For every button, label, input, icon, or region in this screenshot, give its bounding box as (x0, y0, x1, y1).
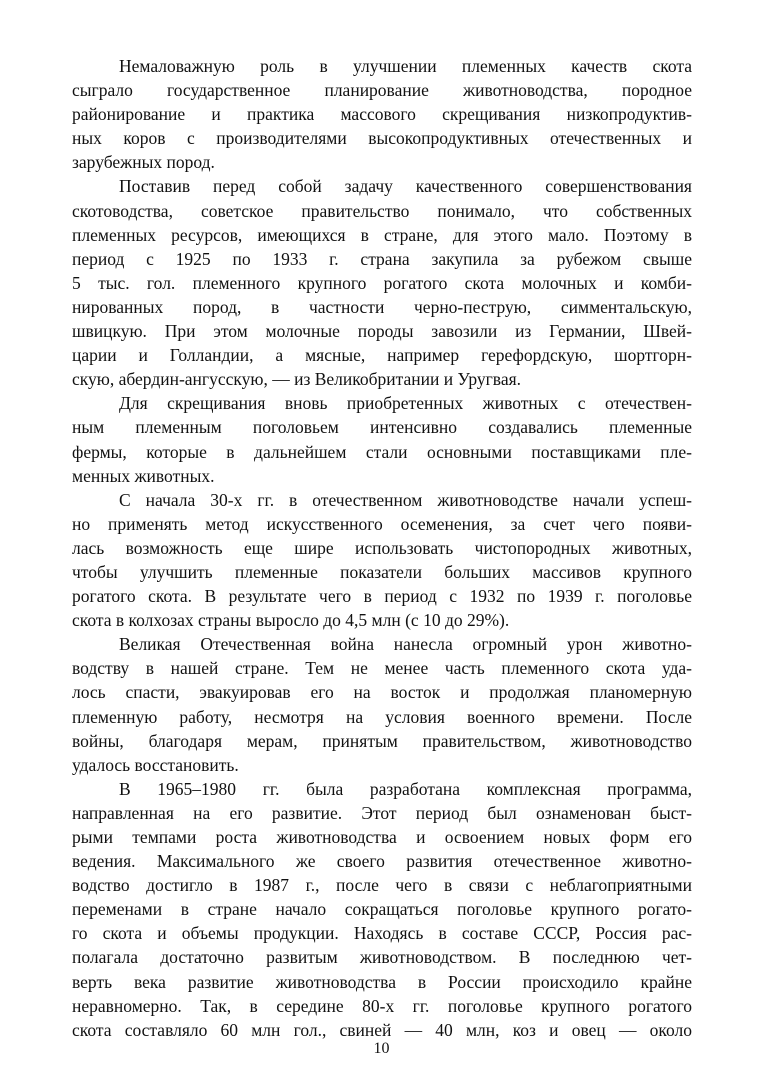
text-line: удалось восстановить. (72, 754, 239, 775)
text-line: Поставив перед собой задачу качественного совершенствования (119, 176, 692, 197)
text-line: полагала достаточно развитым животноводством. В последнюю чет- (72, 947, 692, 968)
text-line: скотоводства, советское правительство понимало, что собственных (72, 200, 692, 221)
text-line: направленная на его развитие. Этот период был ознаменован быст- (72, 802, 692, 823)
paragraph (72, 391, 692, 487)
text-line: водству в нашей стране. Тем не менее часть племенного скота уда- (72, 658, 692, 679)
text-line: фермы, которые в дальнейшем стали основными поставщиками пле- (72, 441, 692, 462)
text-line: неравномерно. Так, в середине 80-х гг. поголовье крупного рогатого (72, 995, 692, 1016)
text-line: чтобы улучшить племенные показатели больших массивов крупного (72, 561, 692, 582)
text-line: лась возможность еще шире использовать чистопородных животных, (72, 537, 692, 558)
text-line: Для скрещивания вновь приобретенных животных с отечествен- (119, 393, 692, 414)
text-line: племенную работу, несмотря на условия военного времени. После (72, 706, 692, 727)
paragraph (72, 54, 692, 174)
paragraph (72, 777, 692, 1042)
text-line: лось спасти, эвакуировав его на восток и продолжая планомерную (72, 682, 692, 703)
paragraph (72, 174, 692, 391)
text-line: переменами в стране начало сокращаться поголовье крупного рогато- (72, 899, 692, 920)
text-line: сыграло государственное планирование животноводства, породное (72, 80, 692, 101)
text-line: Немаловажную роль в улучшении племенных качеств скота (119, 56, 692, 76)
text-line: рогатого скота. В результате чего в период с 1932 по 1939 г. поголовье (72, 586, 692, 607)
document-page (72, 54, 692, 1042)
text-line: племенных ресурсов, имеющихся в стране, для этого мало. Поэтому в (72, 224, 692, 245)
paragraph (72, 632, 692, 777)
text-line: войны, благодаря мерам, принятым правительством, животноводство (72, 730, 692, 751)
text-line: нированных пород, в частности черно-пеструю, симментальскую, (72, 296, 692, 317)
text-line: водство достигло в 1987 г., после чего в связи с неблагоприятными (72, 875, 692, 896)
page-number: 10 (373, 1040, 390, 1057)
text-line: го скота и объемы продукции. Находясь в составе СССР, Россия рас- (72, 923, 692, 944)
text-line: верть века развитие животноводства в России происходило крайне (72, 971, 692, 992)
text-line: рыми темпами роста животноводства и освоением новых форм его (72, 827, 692, 847)
text-line: скота составляло 60 млн гол., свиней — 40 млн, коз и овец — около (72, 1019, 692, 1040)
text-line: районирование и практика массового скрещивания низкопродуктив- (72, 104, 692, 125)
text-line: швицкую. При этом молочные породы завозили из Германии, Швей- (72, 321, 692, 342)
text-line: скота в колхозах страны выросло до 4,5 млн (с 10 до 29%). (72, 610, 510, 631)
text-line: ных коров с производителями высокопродуктивных отечественных и (72, 128, 692, 149)
text-line: ным племенным поголовьем интенсивно создавались племенные (72, 417, 692, 438)
text-line: но применять метод искусственного осеменения, за счет чего появи- (72, 513, 692, 534)
text-line: Великая Отечественная война нанесла огромный урон животно- (119, 634, 692, 655)
text-line: период с 1925 по 1933 г. страна закупила за рубежом свыше (72, 248, 692, 269)
text-line: В 1965–1980 гг. была разработана комплексная программа, (119, 778, 692, 799)
text-line: менных животных. (72, 465, 215, 486)
text-line: 5 тыс. гол. племенного крупного рогатого скота молочных и комби- (72, 272, 692, 293)
paragraph (72, 488, 692, 633)
text-line: царии и Голландии, а мясные, например герефордскую, шортгорн- (72, 345, 692, 366)
text-line: ведения. Максимального же своего развития отечественное животно- (72, 851, 692, 872)
text-line: зарубежных пород. (72, 152, 215, 173)
text-line: скую, абердин-ангусскую, — из Великобритании и Уругвая. (72, 369, 522, 390)
text-line: С начала 30-х гг. в отечественном животноводстве начали успеш- (119, 489, 692, 510)
